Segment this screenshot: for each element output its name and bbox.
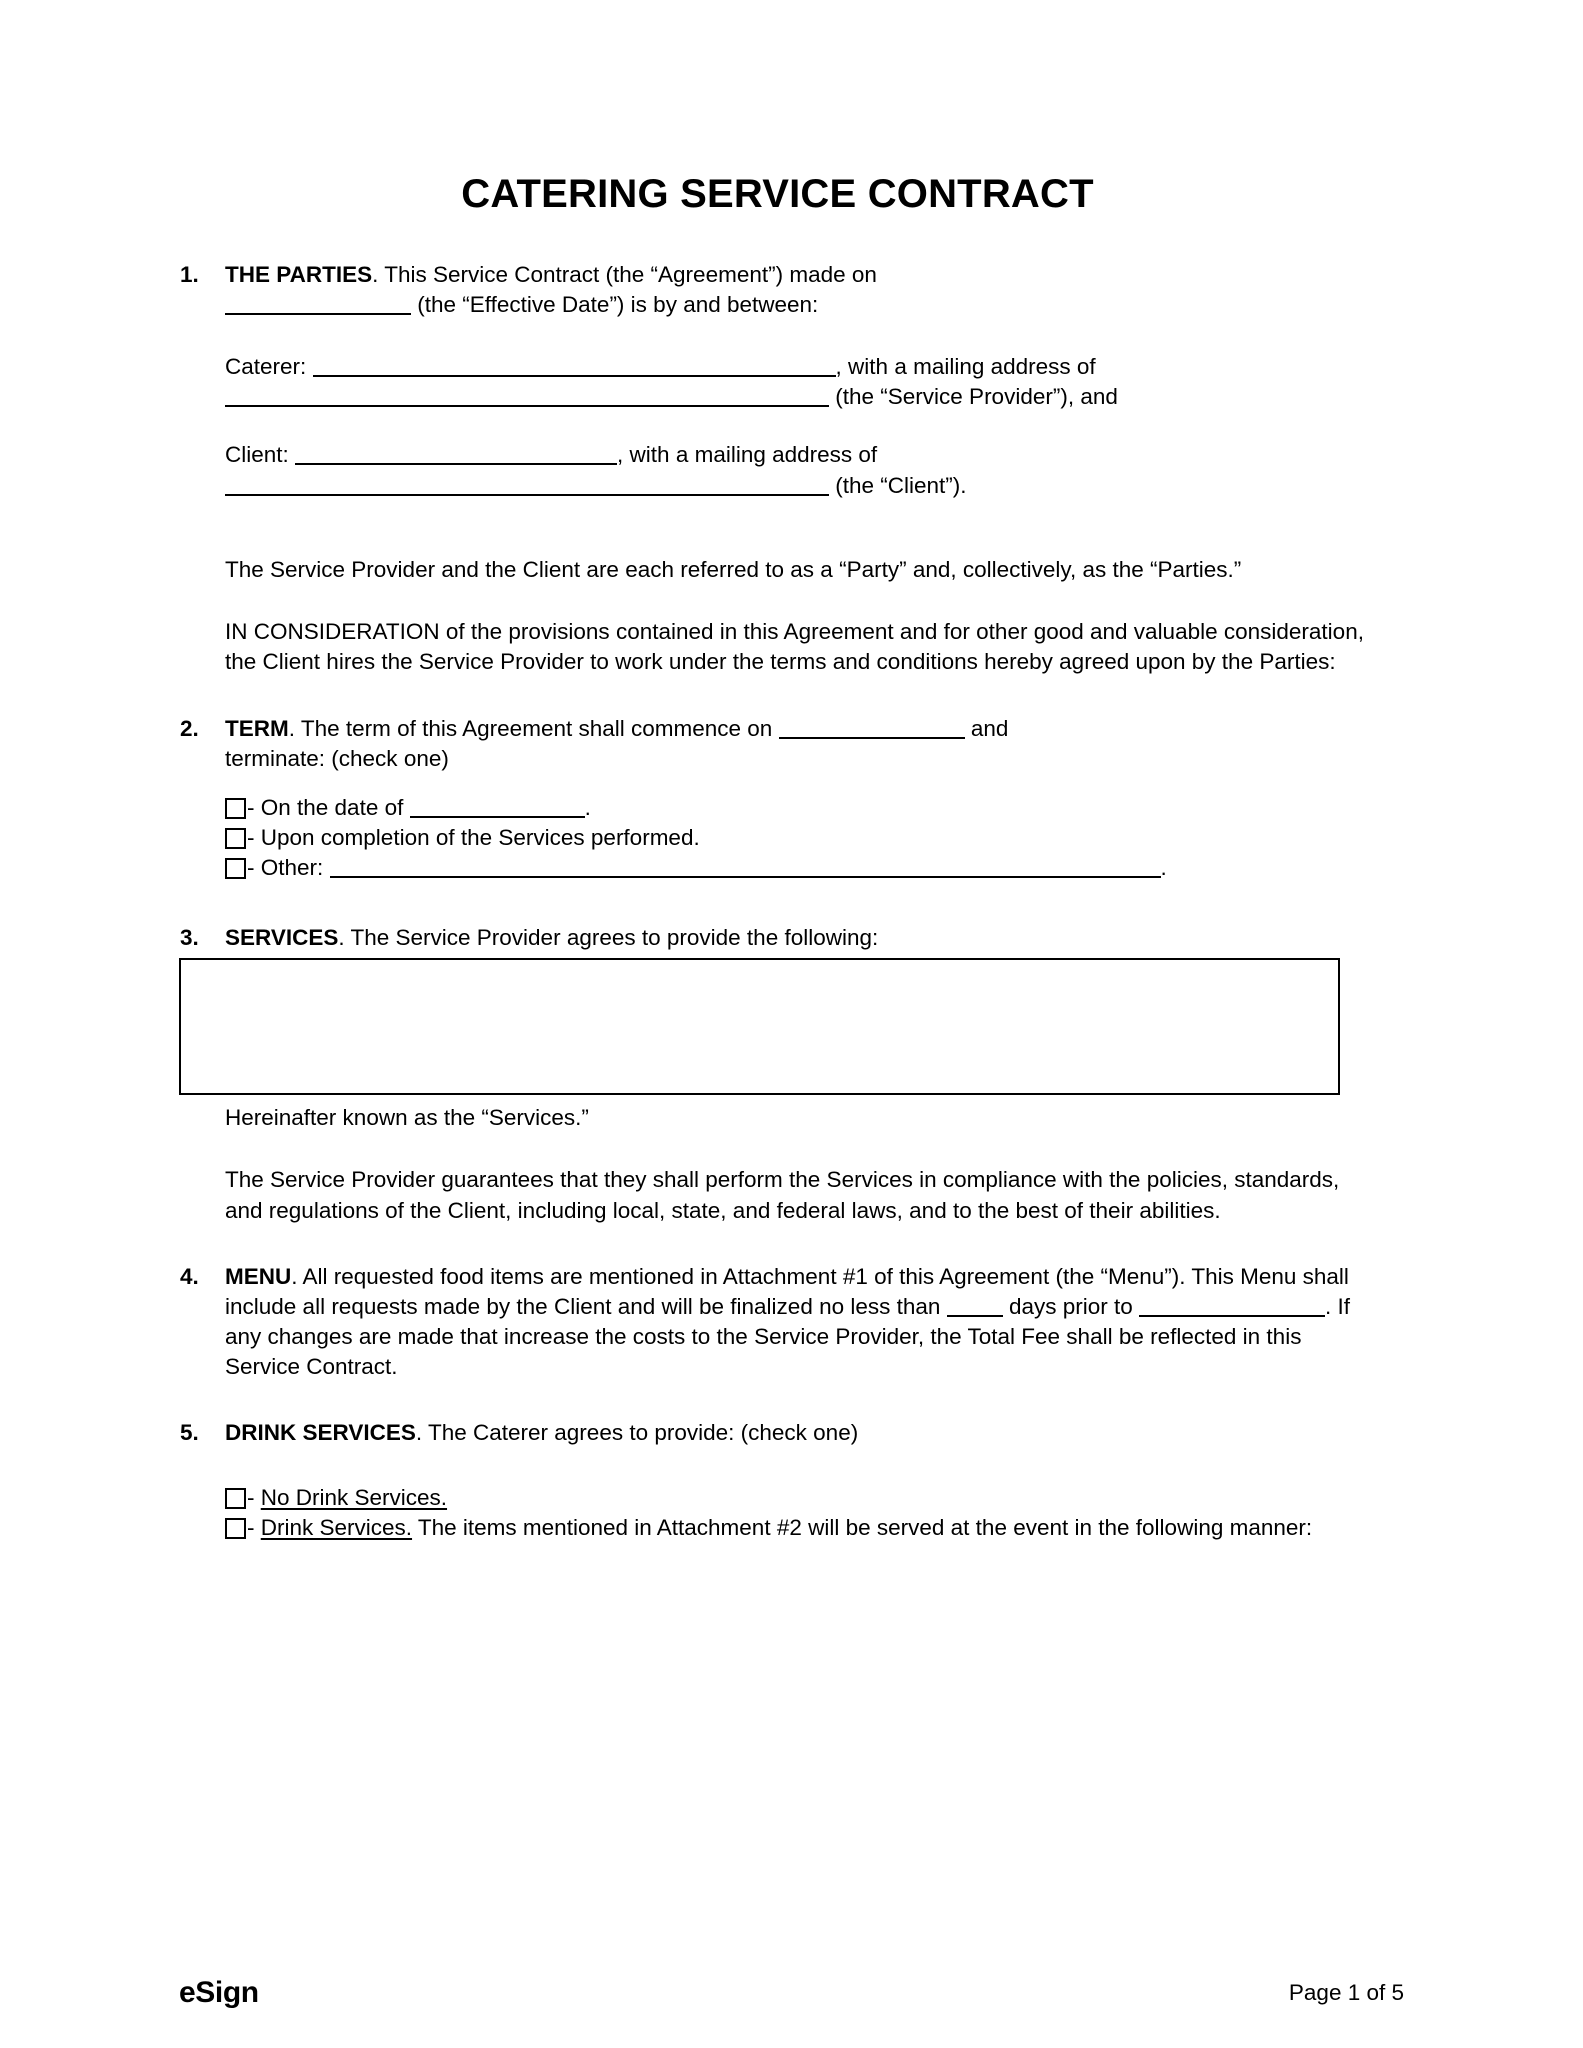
section-services: [179, 923, 1376, 953]
term-other-blank-2[interactable]: [981, 853, 1161, 878]
term-option-label: - Other:: [247, 855, 324, 881]
drink-option-label: Drink Services.: [260, 1515, 413, 1541]
services-hereinafter-text: Hereinafter known as the “Services.”: [225, 1105, 589, 1131]
checkbox-icon[interactable]: [225, 828, 246, 849]
menu-text-a: . All requested food items are mentioned in Attachment #1 of this Agreement (the “Menu”). This Menu shall include all requests made by the Client and will be finalized no less than: [225, 1263, 1349, 1319]
page-footer: [179, 1938, 1404, 2048]
term-text-c: terminate: (check one): [225, 745, 449, 771]
caterer-line2-tail: (the “Service Provider”), and: [835, 384, 1118, 410]
drink-option-detail: The items mentioned in Attachment #2 will be served at the event in the following manner:: [412, 1515, 1313, 1541]
section-heading: TERM: [225, 715, 289, 741]
drink-option-label: No Drink Services.: [260, 1485, 448, 1511]
client-block: [225, 440, 1376, 501]
section-heading: THE PARTIES: [225, 262, 373, 287]
section-term: [179, 714, 1376, 774]
checkbox-icon[interactable]: [225, 858, 246, 879]
checkbox-icon[interactable]: [225, 798, 246, 819]
section-number: 4.: [180, 1263, 199, 1289]
term-option-other[interactable]: [225, 853, 1376, 883]
section-number: 5.: [180, 1419, 199, 1445]
section-menu: [179, 1262, 1376, 1382]
term-options: [225, 793, 1376, 883]
drink-services-text: . The Caterer agrees to provide: (check one): [415, 1419, 859, 1445]
caterer-name-blank[interactable]: [313, 352, 836, 377]
page-title: CATERING SERVICE CONTRACT: [461, 172, 1094, 216]
term-on-date-blank[interactable]: [410, 794, 585, 819]
section-intro-text: . This Service Contract (the “Agreement”) made on: [372, 262, 877, 287]
menu-text-b: days prior to: [1008, 1293, 1133, 1319]
caterer-address-blank[interactable]: [225, 382, 829, 407]
services-description-box[interactable]: [179, 958, 1340, 1095]
term-option-suffix: .: [584, 795, 591, 821]
term-other-blank[interactable]: [330, 853, 981, 878]
menu-days-blank[interactable]: [947, 1292, 1003, 1317]
parties-definition-paragraph: The Service Provider and the Client are each referred to as a “Party” and, collectively, as the “Parties.”: [225, 556, 1242, 582]
client-line2-tail: (the “Client”).: [835, 472, 967, 498]
section-heading: SERVICES: [225, 925, 339, 951]
services-guarantee-paragraph: The Service Provider guarantees that they shall perform the Services in compliance with the policies, standards, and regulations of the Client, including local, state, and federal laws, and to the best of their abilities.: [225, 1167, 1340, 1223]
brand-logo: eSign: [179, 1976, 259, 2009]
section-heading: DRINK SERVICES: [225, 1419, 416, 1445]
effective-date-blank[interactable]: [225, 290, 411, 315]
page-number: Page 1 of 5: [1288, 1980, 1404, 2005]
caterer-label: Caterer:: [225, 353, 307, 379]
drink-services-options: [225, 1483, 1376, 1543]
services-text: . The Service Provider agrees to provide the following:: [338, 925, 879, 951]
menu-text-c: . If any changes are made that increase the costs to the Service Provider, the Total Fee shall be reflected in this Service Contract.: [225, 1293, 1351, 1379]
menu-prior-to-blank[interactable]: [1139, 1292, 1325, 1317]
section-number: 2.: [180, 715, 199, 741]
term-option-suffix: .: [1160, 855, 1167, 881]
consideration-paragraph: IN CONSIDERATION of the provisions contained in this Agreement and for other good and valuable consideration, the Client hires the Service Provider to work under the terms and conditions hereby agreed upon by the Parties:: [225, 619, 1364, 675]
client-address-blank[interactable]: [225, 471, 829, 496]
client-tail: , with a mailing address of: [617, 442, 878, 468]
term-option-label: - On the date of: [247, 795, 404, 821]
section-number: 1.: [180, 262, 199, 287]
term-commence-date-blank[interactable]: [779, 714, 965, 739]
drink-option-drinks[interactable]: - Drink Services. The items mentioned in Attachment #2 will be served at the event in the following manner:: [225, 1513, 1376, 1543]
client-label: Client:: [225, 442, 289, 468]
section-number: 3.: [180, 925, 199, 951]
term-text-b: and: [970, 715, 1009, 741]
effective-date-tail: (the “Effective Date”) is by and between:: [417, 291, 819, 317]
checkbox-icon[interactable]: [225, 1518, 246, 1539]
section-the-parties: [179, 260, 1376, 320]
term-option-label: - Upon completion of the Services performed.: [247, 825, 700, 851]
drink-option-none[interactable]: - No Drink Services.: [225, 1483, 1376, 1513]
section-drink-services: [179, 1418, 1376, 1448]
section-heading: MENU: [225, 1263, 292, 1289]
client-name-blank[interactable]: [295, 440, 617, 465]
term-text-a: . The term of this Agreement shall commence on: [288, 715, 773, 741]
caterer-block: [225, 352, 1376, 413]
checkbox-icon[interactable]: [225, 1488, 246, 1509]
term-option-on-date[interactable]: [225, 793, 1376, 823]
term-option-upon-completion[interactable]: [225, 823, 1376, 853]
document-body: [179, 0, 1376, 1543]
caterer-tail: , with a mailing address of: [835, 353, 1096, 379]
